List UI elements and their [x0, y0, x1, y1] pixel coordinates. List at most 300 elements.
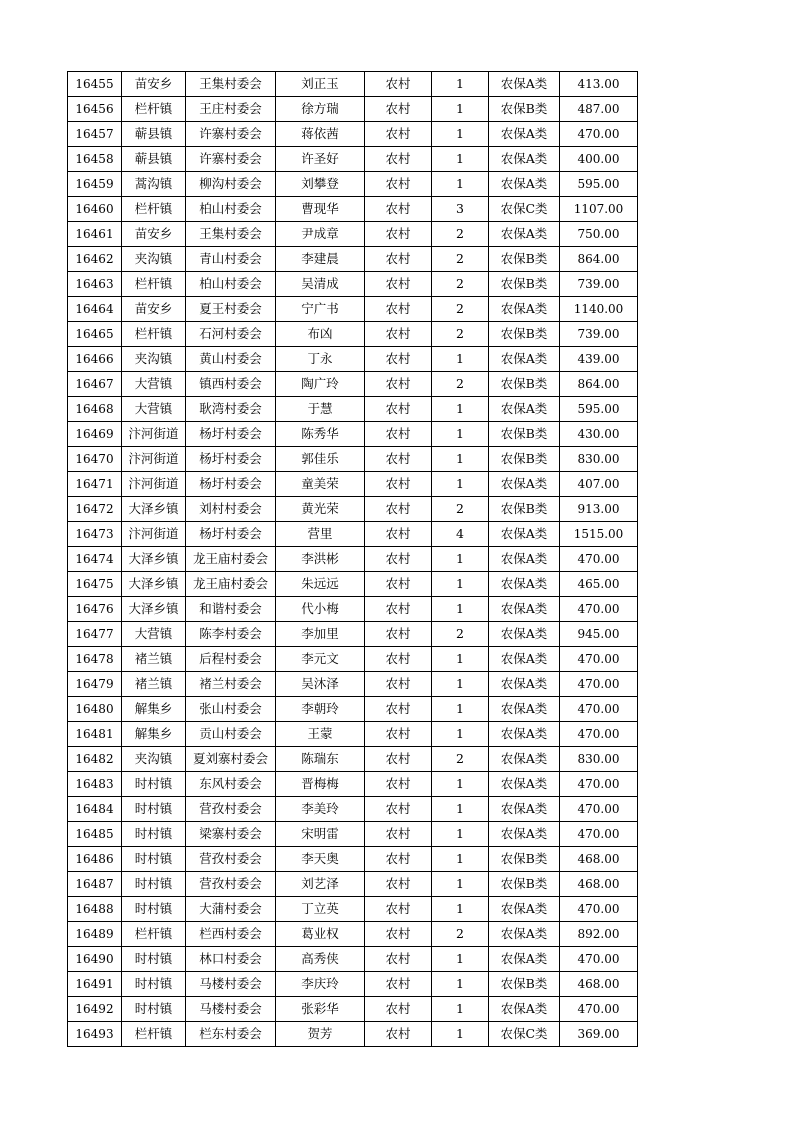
record-id-cell: 16473 [68, 522, 122, 547]
town-cell: 栏杆镇 [122, 322, 186, 347]
residence-type-cell: 农村 [365, 547, 432, 572]
amount-cell: 407.00 [560, 472, 638, 497]
household-size-cell: 1 [432, 597, 489, 622]
insurance-category-cell: 农保A类 [489, 772, 560, 797]
amount-cell: 468.00 [560, 847, 638, 872]
record-id-cell: 16460 [68, 197, 122, 222]
person-name-cell: 刘正玉 [276, 72, 365, 97]
household-size-cell: 1 [432, 697, 489, 722]
insurance-category-cell: 农保A类 [489, 947, 560, 972]
table-row [68, 947, 638, 972]
town-cell: 解集乡 [122, 722, 186, 747]
household-size-cell: 1 [432, 547, 489, 572]
table-row [68, 97, 638, 122]
residence-type-cell: 农村 [365, 847, 432, 872]
record-id-cell: 16490 [68, 947, 122, 972]
residence-type-cell: 农村 [365, 147, 432, 172]
insurance-category-cell: 农保A类 [489, 997, 560, 1022]
person-name-cell: 李庆玲 [276, 972, 365, 997]
amount-cell: 595.00 [560, 172, 638, 197]
town-cell: 汴河街道 [122, 447, 186, 472]
record-id-cell: 16458 [68, 147, 122, 172]
town-cell: 蕲县镇 [122, 147, 186, 172]
household-size-cell: 1 [432, 172, 489, 197]
amount-cell: 470.00 [560, 647, 638, 672]
town-cell: 大泽乡镇 [122, 547, 186, 572]
amount-cell: 400.00 [560, 147, 638, 172]
record-id-cell: 16488 [68, 897, 122, 922]
table-row [68, 297, 638, 322]
village-committee-cell: 许寨村委会 [186, 122, 276, 147]
record-id-cell: 16457 [68, 122, 122, 147]
village-committee-cell: 柳沟村委会 [186, 172, 276, 197]
village-committee-cell: 营孜村委会 [186, 797, 276, 822]
household-size-cell: 2 [432, 497, 489, 522]
town-cell: 栏杆镇 [122, 272, 186, 297]
household-size-cell: 1 [432, 672, 489, 697]
table-row [68, 572, 638, 597]
record-id-cell: 16468 [68, 397, 122, 422]
village-committee-cell: 马楼村委会 [186, 972, 276, 997]
person-name-cell: 宋明雷 [276, 822, 365, 847]
record-id-cell: 16479 [68, 672, 122, 697]
record-id-cell: 16480 [68, 697, 122, 722]
village-committee-cell: 夏王村委会 [186, 297, 276, 322]
amount-cell: 465.00 [560, 572, 638, 597]
town-cell: 大泽乡镇 [122, 497, 186, 522]
village-committee-cell: 贡山村委会 [186, 722, 276, 747]
insurance-category-cell: 农保B类 [489, 272, 560, 297]
table-row [68, 397, 638, 422]
table-row [68, 172, 638, 197]
amount-cell: 468.00 [560, 872, 638, 897]
residence-type-cell: 农村 [365, 572, 432, 597]
insurance-category-cell: 农保B类 [489, 247, 560, 272]
record-id-cell: 16470 [68, 447, 122, 472]
person-name-cell: 陈瑞东 [276, 747, 365, 772]
amount-cell: 864.00 [560, 372, 638, 397]
record-id-cell: 16487 [68, 872, 122, 897]
person-name-cell: 李朝玲 [276, 697, 365, 722]
household-size-cell: 2 [432, 922, 489, 947]
person-name-cell: 李元文 [276, 647, 365, 672]
amount-cell: 739.00 [560, 272, 638, 297]
town-cell: 时村镇 [122, 872, 186, 897]
town-cell: 褚兰镇 [122, 672, 186, 697]
town-cell: 夹沟镇 [122, 747, 186, 772]
town-cell: 时村镇 [122, 772, 186, 797]
village-committee-cell: 杨圩村委会 [186, 472, 276, 497]
insurance-category-cell: 农保A类 [489, 572, 560, 597]
residence-type-cell: 农村 [365, 297, 432, 322]
person-name-cell: 李天奥 [276, 847, 365, 872]
insurance-category-cell: 农保B类 [489, 422, 560, 447]
person-name-cell: 代小梅 [276, 597, 365, 622]
insurance-category-cell: 农保A类 [489, 222, 560, 247]
village-committee-cell: 营孜村委会 [186, 847, 276, 872]
amount-cell: 430.00 [560, 422, 638, 447]
amount-cell: 470.00 [560, 822, 638, 847]
record-id-cell: 16475 [68, 572, 122, 597]
village-committee-cell: 大蒲村委会 [186, 897, 276, 922]
amount-cell: 468.00 [560, 972, 638, 997]
table-row [68, 822, 638, 847]
town-cell: 时村镇 [122, 797, 186, 822]
residence-type-cell: 农村 [365, 947, 432, 972]
person-name-cell: 宁广书 [276, 297, 365, 322]
village-committee-cell: 梁寨村委会 [186, 822, 276, 847]
town-cell: 大泽乡镇 [122, 597, 186, 622]
household-size-cell: 2 [432, 322, 489, 347]
amount-cell: 470.00 [560, 547, 638, 572]
village-committee-cell: 刘村村委会 [186, 497, 276, 522]
table-row [68, 647, 638, 672]
household-size-cell: 1 [432, 122, 489, 147]
town-cell: 汴河街道 [122, 472, 186, 497]
household-size-cell: 1 [432, 472, 489, 497]
residence-type-cell: 农村 [365, 772, 432, 797]
residence-type-cell: 农村 [365, 72, 432, 97]
insurance-category-cell: 农保A类 [489, 622, 560, 647]
insurance-category-cell: 农保B类 [489, 97, 560, 122]
residence-type-cell: 农村 [365, 722, 432, 747]
town-cell: 时村镇 [122, 822, 186, 847]
village-committee-cell: 龙王庙村委会 [186, 572, 276, 597]
amount-cell: 470.00 [560, 697, 638, 722]
town-cell: 大营镇 [122, 622, 186, 647]
household-size-cell: 1 [432, 97, 489, 122]
person-name-cell: 曹现华 [276, 197, 365, 222]
person-name-cell: 陶广玲 [276, 372, 365, 397]
residence-type-cell: 农村 [365, 597, 432, 622]
amount-cell: 369.00 [560, 1022, 638, 1047]
town-cell: 解集乡 [122, 697, 186, 722]
amount-cell: 470.00 [560, 122, 638, 147]
household-size-cell: 1 [432, 397, 489, 422]
record-id-cell: 16472 [68, 497, 122, 522]
table-row [68, 922, 638, 947]
village-committee-cell: 夏刘寨村委会 [186, 747, 276, 772]
household-size-cell: 2 [432, 247, 489, 272]
residence-type-cell: 农村 [365, 897, 432, 922]
residence-type-cell: 农村 [365, 497, 432, 522]
insurance-category-cell: 农保C类 [489, 197, 560, 222]
person-name-cell: 蒋依茜 [276, 122, 365, 147]
record-id-cell: 16491 [68, 972, 122, 997]
amount-cell: 739.00 [560, 322, 638, 347]
town-cell: 蕲县镇 [122, 122, 186, 147]
village-committee-cell: 陈李村委会 [186, 622, 276, 647]
household-size-cell: 1 [432, 422, 489, 447]
residence-type-cell: 农村 [365, 797, 432, 822]
person-name-cell: 徐方瑞 [276, 97, 365, 122]
amount-cell: 830.00 [560, 747, 638, 772]
residence-type-cell: 农村 [365, 247, 432, 272]
person-name-cell: 王蒙 [276, 722, 365, 747]
residence-type-cell: 农村 [365, 197, 432, 222]
record-id-cell: 16489 [68, 922, 122, 947]
household-size-cell: 1 [432, 872, 489, 897]
insurance-category-cell: 农保A类 [489, 747, 560, 772]
person-name-cell: 营里 [276, 522, 365, 547]
village-committee-cell: 龙王庙村委会 [186, 547, 276, 572]
town-cell: 栏杆镇 [122, 197, 186, 222]
table-row [68, 472, 638, 497]
town-cell: 夹沟镇 [122, 247, 186, 272]
table-row [68, 997, 638, 1022]
village-committee-cell: 王集村委会 [186, 72, 276, 97]
village-committee-cell: 柏山村委会 [186, 197, 276, 222]
insurance-category-cell: 农保A类 [489, 397, 560, 422]
insurance-category-cell: 农保A类 [489, 672, 560, 697]
insurance-category-cell: 农保A类 [489, 797, 560, 822]
village-committee-cell: 栏东村委会 [186, 1022, 276, 1047]
insurance-category-cell: 农保A类 [489, 897, 560, 922]
table-row [68, 872, 638, 897]
household-size-cell: 1 [432, 572, 489, 597]
insurance-category-cell: 农保A类 [489, 547, 560, 572]
record-id-cell: 16459 [68, 172, 122, 197]
person-name-cell: 尹成章 [276, 222, 365, 247]
amount-cell: 470.00 [560, 997, 638, 1022]
town-cell: 大营镇 [122, 372, 186, 397]
town-cell: 汴河街道 [122, 422, 186, 447]
table-row [68, 422, 638, 447]
person-name-cell: 李加里 [276, 622, 365, 647]
record-id-cell: 16492 [68, 997, 122, 1022]
residence-type-cell: 农村 [365, 122, 432, 147]
record-id-cell: 16474 [68, 547, 122, 572]
residence-type-cell: 农村 [365, 447, 432, 472]
amount-cell: 470.00 [560, 722, 638, 747]
amount-cell: 1140.00 [560, 297, 638, 322]
record-id-cell: 16469 [68, 422, 122, 447]
table-row [68, 222, 638, 247]
household-size-cell: 3 [432, 197, 489, 222]
village-committee-cell: 杨圩村委会 [186, 422, 276, 447]
village-committee-cell: 张山村委会 [186, 697, 276, 722]
village-committee-cell: 青山村委会 [186, 247, 276, 272]
village-committee-cell: 林口村委会 [186, 947, 276, 972]
amount-cell: 864.00 [560, 247, 638, 272]
person-name-cell: 贺芳 [276, 1022, 365, 1047]
table-row [68, 272, 638, 297]
table-row [68, 722, 638, 747]
insurance-category-cell: 农保A类 [489, 147, 560, 172]
record-id-cell: 16456 [68, 97, 122, 122]
residence-type-cell: 农村 [365, 922, 432, 947]
residence-type-cell: 农村 [365, 872, 432, 897]
household-size-cell: 2 [432, 272, 489, 297]
residence-type-cell: 农村 [365, 747, 432, 772]
household-size-cell: 1 [432, 347, 489, 372]
amount-cell: 470.00 [560, 797, 638, 822]
residence-type-cell: 农村 [365, 97, 432, 122]
insurance-category-cell: 农保A类 [489, 122, 560, 147]
amount-cell: 595.00 [560, 397, 638, 422]
amount-cell: 439.00 [560, 347, 638, 372]
town-cell: 大泽乡镇 [122, 572, 186, 597]
amount-cell: 892.00 [560, 922, 638, 947]
amount-cell: 413.00 [560, 72, 638, 97]
record-id-cell: 16478 [68, 647, 122, 672]
table-row [68, 1022, 638, 1047]
record-id-cell: 16476 [68, 597, 122, 622]
village-committee-cell: 王集村委会 [186, 222, 276, 247]
record-id-cell: 16493 [68, 1022, 122, 1047]
residence-type-cell: 农村 [365, 422, 432, 447]
household-size-cell: 1 [432, 1022, 489, 1047]
village-committee-cell: 许寨村委会 [186, 147, 276, 172]
insurance-category-cell: 农保B类 [489, 322, 560, 347]
insurance-category-cell: 农保A类 [489, 172, 560, 197]
table-row [68, 72, 638, 97]
household-size-cell: 1 [432, 947, 489, 972]
person-name-cell: 童美荣 [276, 472, 365, 497]
record-id-cell: 16464 [68, 297, 122, 322]
village-committee-cell: 黄山村委会 [186, 347, 276, 372]
insurance-category-cell: 农保B类 [489, 372, 560, 397]
person-name-cell: 郭佳乐 [276, 447, 365, 472]
residence-type-cell: 农村 [365, 1022, 432, 1047]
insurance-category-cell: 农保A类 [489, 597, 560, 622]
residence-type-cell: 农村 [365, 622, 432, 647]
insurance-category-cell: 农保A类 [489, 72, 560, 97]
table-row [68, 522, 638, 547]
insurance-category-cell: 农保B类 [489, 497, 560, 522]
insurance-category-cell: 农保A类 [489, 822, 560, 847]
table-row [68, 622, 638, 647]
residence-type-cell: 农村 [365, 347, 432, 372]
town-cell: 时村镇 [122, 997, 186, 1022]
record-id-cell: 16481 [68, 722, 122, 747]
household-size-cell: 2 [432, 297, 489, 322]
household-size-cell: 1 [432, 72, 489, 97]
town-cell: 时村镇 [122, 972, 186, 997]
village-committee-cell: 马楼村委会 [186, 997, 276, 1022]
insurance-category-cell: 农保B类 [489, 847, 560, 872]
residence-type-cell: 农村 [365, 522, 432, 547]
amount-cell: 913.00 [560, 497, 638, 522]
household-size-cell: 1 [432, 997, 489, 1022]
town-cell: 蒿沟镇 [122, 172, 186, 197]
amount-cell: 750.00 [560, 222, 638, 247]
insurance-category-cell: 农保B类 [489, 872, 560, 897]
household-size-cell: 1 [432, 772, 489, 797]
household-size-cell: 2 [432, 622, 489, 647]
household-size-cell: 1 [432, 847, 489, 872]
roster-body [68, 72, 638, 1047]
insurance-category-cell: 农保A类 [489, 347, 560, 372]
insurance-category-cell: 农保A类 [489, 472, 560, 497]
person-name-cell: 朱远远 [276, 572, 365, 597]
amount-cell: 1107.00 [560, 197, 638, 222]
town-cell: 时村镇 [122, 847, 186, 872]
village-committee-cell: 镇西村委会 [186, 372, 276, 397]
residence-type-cell: 农村 [365, 997, 432, 1022]
person-name-cell: 吴沐泽 [276, 672, 365, 697]
insurance-category-cell: 农保A类 [489, 522, 560, 547]
person-name-cell: 丁立英 [276, 897, 365, 922]
village-committee-cell: 杨圩村委会 [186, 447, 276, 472]
household-size-cell: 1 [432, 797, 489, 822]
table-row [68, 672, 638, 697]
amount-cell: 470.00 [560, 672, 638, 697]
record-id-cell: 16486 [68, 847, 122, 872]
residence-type-cell: 农村 [365, 172, 432, 197]
person-name-cell: 李建晨 [276, 247, 365, 272]
table-row [68, 697, 638, 722]
village-committee-cell: 柏山村委会 [186, 272, 276, 297]
household-size-cell: 1 [432, 447, 489, 472]
village-committee-cell: 后程村委会 [186, 647, 276, 672]
table-row [68, 147, 638, 172]
insurance-category-cell: 农保A类 [489, 647, 560, 672]
household-size-cell: 1 [432, 897, 489, 922]
table-row [68, 322, 638, 347]
table-row [68, 547, 638, 572]
household-size-cell: 1 [432, 722, 489, 747]
insurance-category-cell: 农保A类 [489, 922, 560, 947]
town-cell: 苗安乡 [122, 297, 186, 322]
amount-cell: 470.00 [560, 897, 638, 922]
village-committee-cell: 杨圩村委会 [186, 522, 276, 547]
amount-cell: 470.00 [560, 947, 638, 972]
person-name-cell: 李洪彬 [276, 547, 365, 572]
village-committee-cell: 营孜村委会 [186, 872, 276, 897]
household-size-cell: 2 [432, 372, 489, 397]
household-size-cell: 2 [432, 222, 489, 247]
person-name-cell: 高秀侠 [276, 947, 365, 972]
person-name-cell: 于慧 [276, 397, 365, 422]
town-cell: 大营镇 [122, 397, 186, 422]
town-cell: 栏杆镇 [122, 922, 186, 947]
person-name-cell: 陈秀华 [276, 422, 365, 447]
person-name-cell: 黄光荣 [276, 497, 365, 522]
household-size-cell: 1 [432, 147, 489, 172]
residence-type-cell: 农村 [365, 972, 432, 997]
village-committee-cell: 东风村委会 [186, 772, 276, 797]
household-size-cell: 1 [432, 972, 489, 997]
record-id-cell: 16485 [68, 822, 122, 847]
table-row [68, 847, 638, 872]
household-size-cell: 2 [432, 747, 489, 772]
table-row [68, 122, 638, 147]
table-row [68, 447, 638, 472]
household-size-cell: 4 [432, 522, 489, 547]
amount-cell: 830.00 [560, 447, 638, 472]
insurance-category-cell: 农保B类 [489, 972, 560, 997]
amount-cell: 1515.00 [560, 522, 638, 547]
person-name-cell: 张彩华 [276, 997, 365, 1022]
person-name-cell: 刘艺泽 [276, 872, 365, 897]
table-row [68, 372, 638, 397]
town-cell: 夹沟镇 [122, 347, 186, 372]
village-committee-cell: 王庄村委会 [186, 97, 276, 122]
record-id-cell: 16461 [68, 222, 122, 247]
household-size-cell: 1 [432, 822, 489, 847]
insurance-category-cell: 农保C类 [489, 1022, 560, 1047]
town-cell: 栏杆镇 [122, 1022, 186, 1047]
town-cell: 栏杆镇 [122, 97, 186, 122]
record-id-cell: 16471 [68, 472, 122, 497]
person-name-cell: 丁永 [276, 347, 365, 372]
person-name-cell: 布凶 [276, 322, 365, 347]
town-cell: 时村镇 [122, 897, 186, 922]
amount-cell: 945.00 [560, 622, 638, 647]
person-name-cell: 吴清成 [276, 272, 365, 297]
residence-type-cell: 农村 [365, 672, 432, 697]
